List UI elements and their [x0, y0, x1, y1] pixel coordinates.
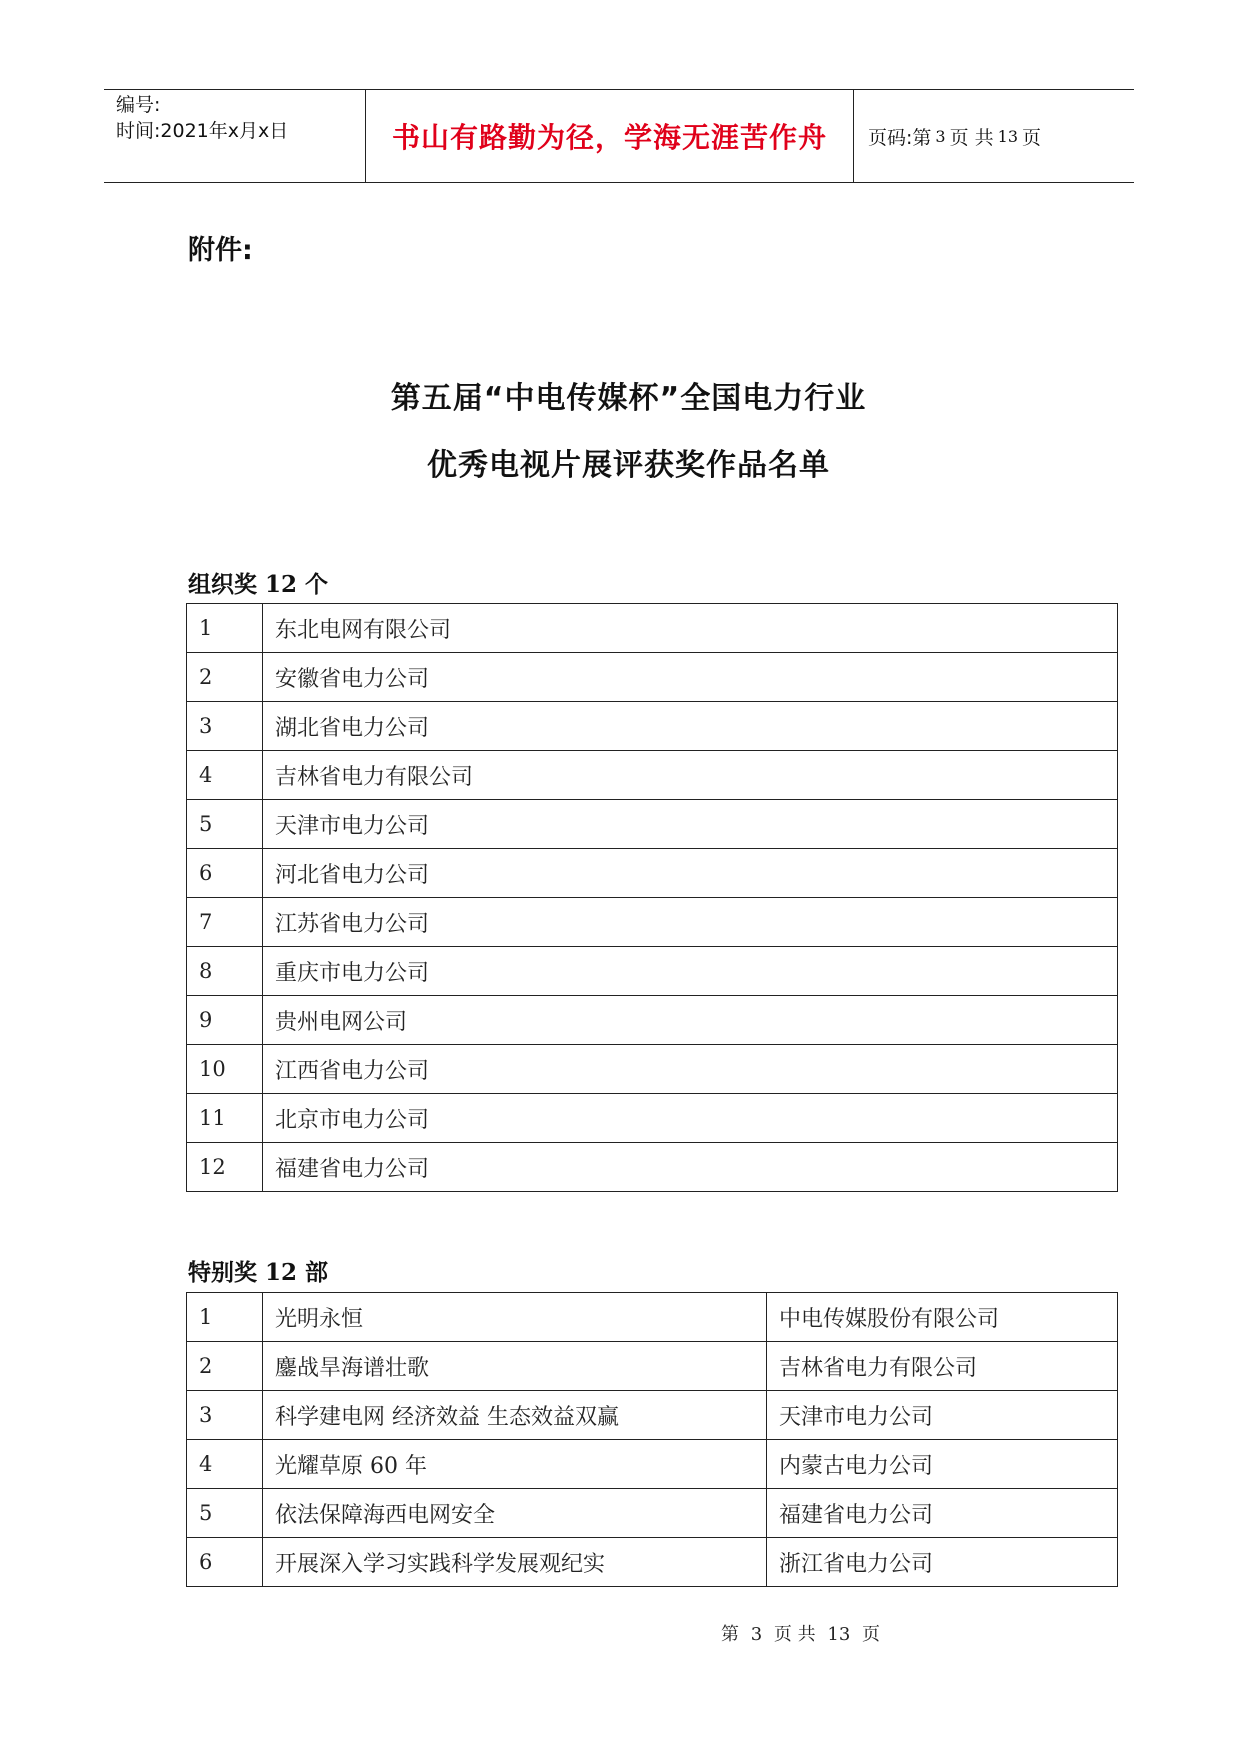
- special-award-table: [186, 1292, 1118, 1587]
- row-number: 2: [187, 1342, 263, 1391]
- row-number: 11: [187, 1094, 263, 1143]
- page-mid: 页 共: [949, 126, 994, 149]
- table-row: [187, 1489, 1118, 1538]
- org-award-heading: 组织奖 12 个: [188, 571, 329, 598]
- organization-name: 安徽省电力公司: [263, 653, 1118, 702]
- table-row: [187, 1045, 1118, 1094]
- header-meta: [104, 90, 366, 182]
- header-page-info: [854, 90, 1134, 182]
- table-row: [187, 1391, 1118, 1440]
- organization-name: 福建省电力公司: [263, 1143, 1118, 1192]
- row-number: 3: [187, 1391, 263, 1440]
- organization-name: 贵州电网公司: [263, 996, 1118, 1045]
- row-number: 12: [187, 1143, 263, 1192]
- row-number: 2: [187, 653, 263, 702]
- row-number: 8: [187, 947, 263, 996]
- row-number: 5: [187, 1489, 263, 1538]
- table-row: [187, 1342, 1118, 1391]
- table-row: [187, 1538, 1118, 1587]
- row-number: 1: [187, 1293, 263, 1342]
- work-title: 依法保障海西电网安全: [263, 1489, 767, 1538]
- doc-time-label: 时间:2021年x月x日: [116, 120, 289, 142]
- row-number: 6: [187, 849, 263, 898]
- organization-name: 东北电网有限公司: [263, 604, 1118, 653]
- table-row: [187, 604, 1118, 653]
- row-number: 10: [187, 1045, 263, 1094]
- page-header: [104, 89, 1134, 183]
- special-award-heading: 特别奖 12 部: [188, 1259, 329, 1286]
- company-name: 中电传媒股份有限公司: [767, 1293, 1118, 1342]
- row-number: 7: [187, 898, 263, 947]
- company-name: 内蒙古电力公司: [767, 1440, 1118, 1489]
- page-suffix: 页: [1022, 126, 1042, 149]
- table-row: [187, 653, 1118, 702]
- organization-name: 湖北省电力公司: [263, 702, 1118, 751]
- header-motto: 书山有路勤为径，学海无涯苦作舟: [366, 90, 854, 182]
- row-number: 4: [187, 751, 263, 800]
- table-row: [187, 1293, 1118, 1342]
- organization-name: 江西省电力公司: [263, 1045, 1118, 1094]
- table-row: [187, 1094, 1118, 1143]
- organization-name: 天津市电力公司: [263, 800, 1118, 849]
- footer-total: 13: [827, 1624, 851, 1645]
- page-prefix: 页码:第: [868, 126, 932, 149]
- footer-current: 3: [750, 1624, 763, 1645]
- company-name: 福建省电力公司: [767, 1489, 1118, 1538]
- row-number: 6: [187, 1538, 263, 1587]
- table-row: [187, 849, 1118, 898]
- row-number: 4: [187, 1440, 263, 1489]
- work-title: 光明永恒: [263, 1293, 767, 1342]
- table-row: [187, 751, 1118, 800]
- footer-mid: 页 共: [773, 1624, 816, 1645]
- company-name: 吉林省电力有限公司: [767, 1342, 1118, 1391]
- work-title: 科学建电网 经济效益 生态效益双赢: [263, 1391, 767, 1440]
- organization-name: 江苏省电力公司: [263, 898, 1118, 947]
- work-title: 开展深入学习实践科学发展观纪实: [263, 1538, 767, 1587]
- footer-prefix: 第: [720, 1624, 739, 1645]
- table-row: [187, 947, 1118, 996]
- page-total: 13: [997, 126, 1018, 146]
- table-row: [187, 800, 1118, 849]
- organization-name: 北京市电力公司: [263, 1094, 1118, 1143]
- table-row: [187, 1143, 1118, 1192]
- work-title: 光耀草原 60 年: [263, 1440, 767, 1489]
- doc-number-label: 编号:: [116, 94, 161, 116]
- table-row: [187, 996, 1118, 1045]
- company-name: 天津市电力公司: [767, 1391, 1118, 1440]
- table-row: [187, 898, 1118, 947]
- attachment-label: 附件:: [188, 235, 253, 266]
- company-name: 浙江省电力公司: [767, 1538, 1118, 1587]
- page-current: 3: [935, 126, 946, 146]
- row-number: 1: [187, 604, 263, 653]
- table-row: [187, 702, 1118, 751]
- organization-name: 重庆市电力公司: [263, 947, 1118, 996]
- organization-name: 吉林省电力有限公司: [263, 751, 1118, 800]
- page-footer: [180, 1620, 1241, 1646]
- work-title: 鏖战旱海谱壮歌: [263, 1342, 767, 1391]
- row-number: 9: [187, 996, 263, 1045]
- footer-suffix: 页: [862, 1624, 881, 1645]
- row-number: 3: [187, 702, 263, 751]
- organization-name: 河北省电力公司: [263, 849, 1118, 898]
- org-award-table: [186, 603, 1118, 1192]
- document-title-line2: 优秀电视片展评获奖作品名单: [427, 448, 830, 483]
- table-row: [187, 1440, 1118, 1489]
- document-title-line1: 第五届“中电传媒杯”全国电力行业: [390, 381, 867, 416]
- row-number: 5: [187, 800, 263, 849]
